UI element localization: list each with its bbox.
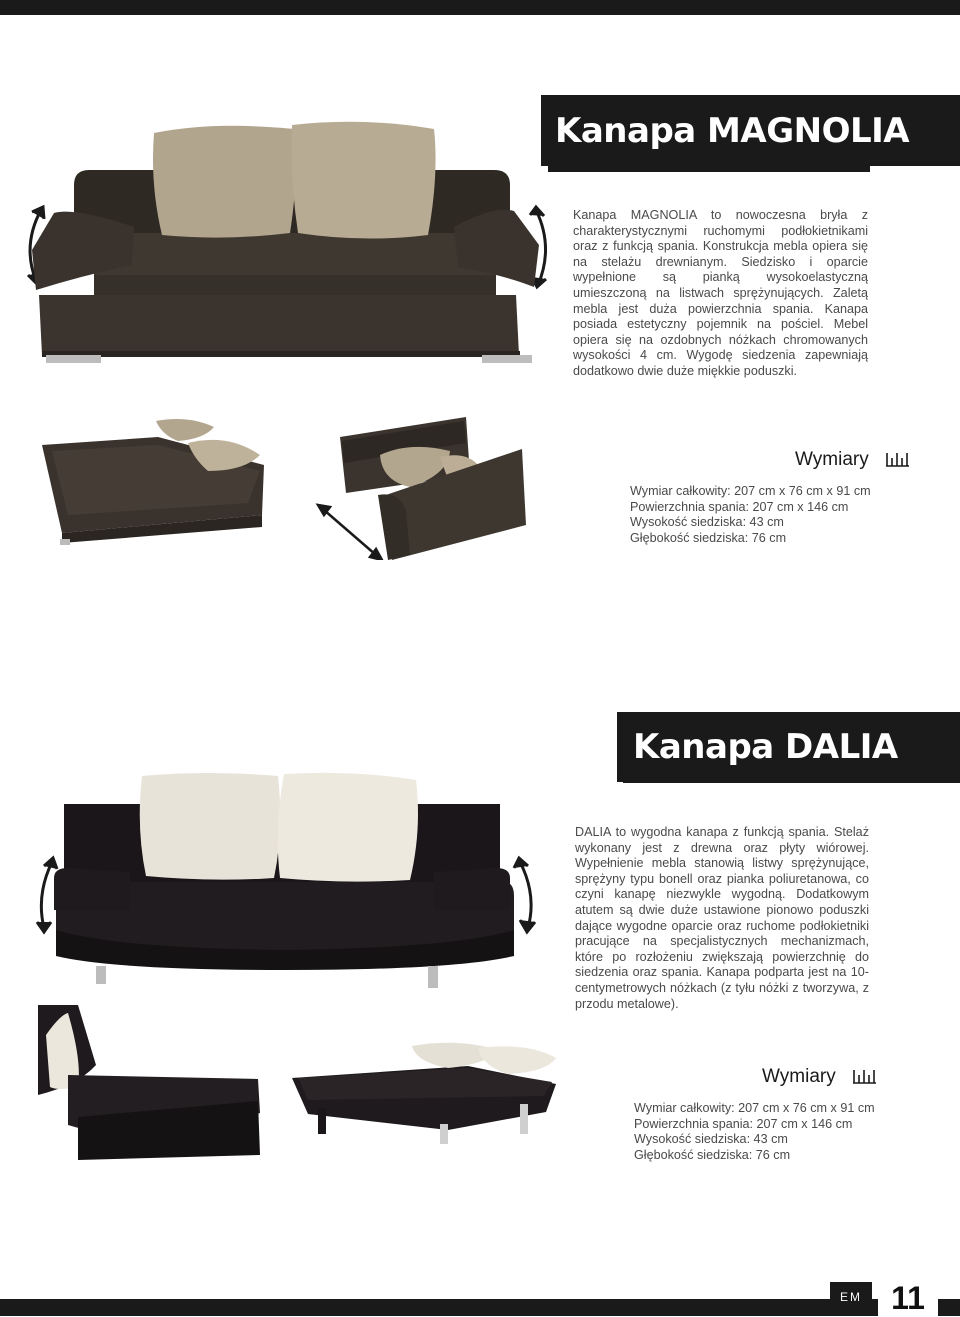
dimension-line: Głębokość siedziska: 76 cm [630,530,787,545]
dalia-bed-photo [288,1038,560,1148]
magnolia-sofa-photo [14,115,554,370]
magnolia-title: Kanapa MAGNOLIA [541,95,960,166]
dalia-armrest-photo [38,1005,262,1160]
top-bar [0,0,960,15]
magnolia-storage-photo [300,415,528,560]
dalia-title: Kanapa DALIA [617,712,960,782]
dimension-line: Wymiar całkowity: 207 cm x 76 cm x 91 cm [630,484,871,498]
magnolia-bed-photo [38,415,266,547]
ruler-icon [885,453,910,467]
bottom-bar [0,1299,960,1316]
magnolia-description: Kanapa MAGNOLIA to nowoczesna bryła z charakterystycznymi ruchomymi podłokietnikami oraz z funkcją spania. Konstrukcja mebla opiera się na stelażu drewnianym. Siedzisko i oparcie wypełnione są pianką wysokoelastyczną umieszczoną na listwach sprężynujących. Zaletą mebla jest duża powierzchnia spania. Kanapa posiada estetyczny pojemnik na pościel. Mebel opiera się na ozdobnych nóżkach chromowanych wysokości 4 cm. Wygodę siedzenia zapewniają dodatkowo dwie duże miękkie poduszki. [573,208,868,378]
magnolia-dimensions [630,484,871,546]
dalia-description: DALIA to wygodna kanapa z funkcją spania. Stelaż wykonany jest z drewna oraz płyty wiórowej. Wypełnienie mebla stanowią listwy sprężynujące, sprężyny typu bonell oraz pianka poliuretanowa, co czyni kanapę niezwykle wygodną. Dodatkowym atutem są dwie duże ustawione pionowo poduszki dające wygodne oparcie oraz ruchome podłokietniki pracujące na specjalistycznych mechanizmach, które po rozłożeniu zwiększają powierzchnię do siedzenia oraz spania. Kanapa podparta jest na 10-centymetrowych nóżkach (z tyłu nóżki z tworzywa, z przodu metalowe). [575,825,869,1011]
dimension-line: Głębokość siedziska: 76 cm [634,1147,791,1162]
dimension-line: Wysokość siedziska: 43 cm [630,515,784,530]
magnolia-diagonal-arrow-icon [318,505,382,560]
dimension-line: Powierzchnia spania: 207 cm x 146 cm [630,499,849,514]
dimension-line: Powierzchnia spania: 207 cm x 146 cm [634,1116,853,1131]
ruler-icon [852,1070,877,1084]
wymiary-label: Wymiary [762,1066,836,1087]
dalia-dimensions [634,1101,875,1163]
page-number: 11 [878,1280,938,1316]
wymiary-label: Wymiary [795,449,869,470]
dalia-right-arrow-icon [514,858,535,932]
magnolia-wymiary-heading [795,449,910,471]
dalia-sofa-photo [34,770,539,992]
brand-tag: EM [830,1282,872,1306]
dalia-wymiary-heading [762,1066,877,1088]
dimension-line: Wysokość siedziska: 43 cm [634,1132,788,1147]
dimension-line: Wymiar całkowity: 207 cm x 76 cm x 91 cm [634,1101,875,1115]
